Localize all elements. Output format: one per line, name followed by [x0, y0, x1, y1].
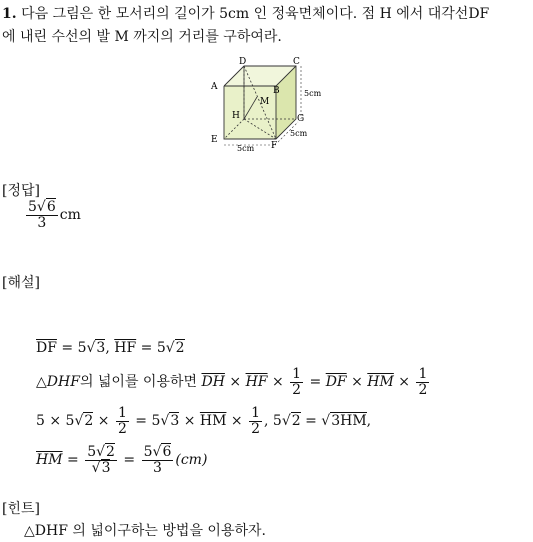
dim-bottom: 5cm	[237, 144, 255, 153]
dim-diag: 5cm	[290, 129, 308, 138]
problem-number: 1.	[2, 6, 17, 22]
label-c: C	[293, 57, 300, 67]
problem-line-1	[2, 3, 489, 23]
explanation-line-3: 5 × 5√2 × $\frac{1}{2}$ = $5√3 \times \overline{HM}$ × $\frac{1}{2}$ , 5√2 = √3HM,	[36, 405, 372, 437]
explanation-line-2: △DHF의 넓이를 이용하면 $\overline{DH} \times \overline{HF}$ × $\frac{1}{2}$ = $\overline{DF} \times \overline{HM}$ × $\frac{1}{2}$	[36, 366, 428, 398]
dim-right: 5cm	[304, 89, 322, 98]
label-e: E	[211, 135, 218, 145]
label-h: H	[232, 111, 240, 121]
problem-text-1: 다음 그림은 한 모서리의 길이가 5cm 인 정육면체이다. 점 H 에서 대각선DF	[21, 6, 490, 22]
label-f: F	[271, 141, 278, 151]
answer-header: [정답]	[2, 183, 40, 199]
answer-value: $\frac{5√6}{3}$ cm	[28, 199, 81, 231]
label-b: B	[273, 86, 280, 96]
label-d: D	[239, 57, 247, 67]
label-m: M	[260, 97, 270, 107]
explanation-line-1: $\overline{DF} = 5√3$, $\overline{HF} = 5√2$	[36, 340, 185, 356]
label-g: G	[297, 114, 305, 124]
cube-figure	[205, 55, 330, 155]
label-a: A	[211, 82, 218, 92]
explanation-header: [해설]	[2, 275, 40, 291]
hint-header: [힌트]	[2, 501, 40, 517]
problem-line-2: 에 내린 수선의 발 M 까지의 거리를 구하여라.	[2, 29, 282, 45]
explanation-line-4: $\overline{HM}$ = $\frac{5√2}{√3}$ = $\frac{5√6}{3}$ (cm)	[36, 444, 208, 476]
hint-text: △DHF 의 넓이구하는 방법을 이용하자.	[24, 523, 266, 539]
